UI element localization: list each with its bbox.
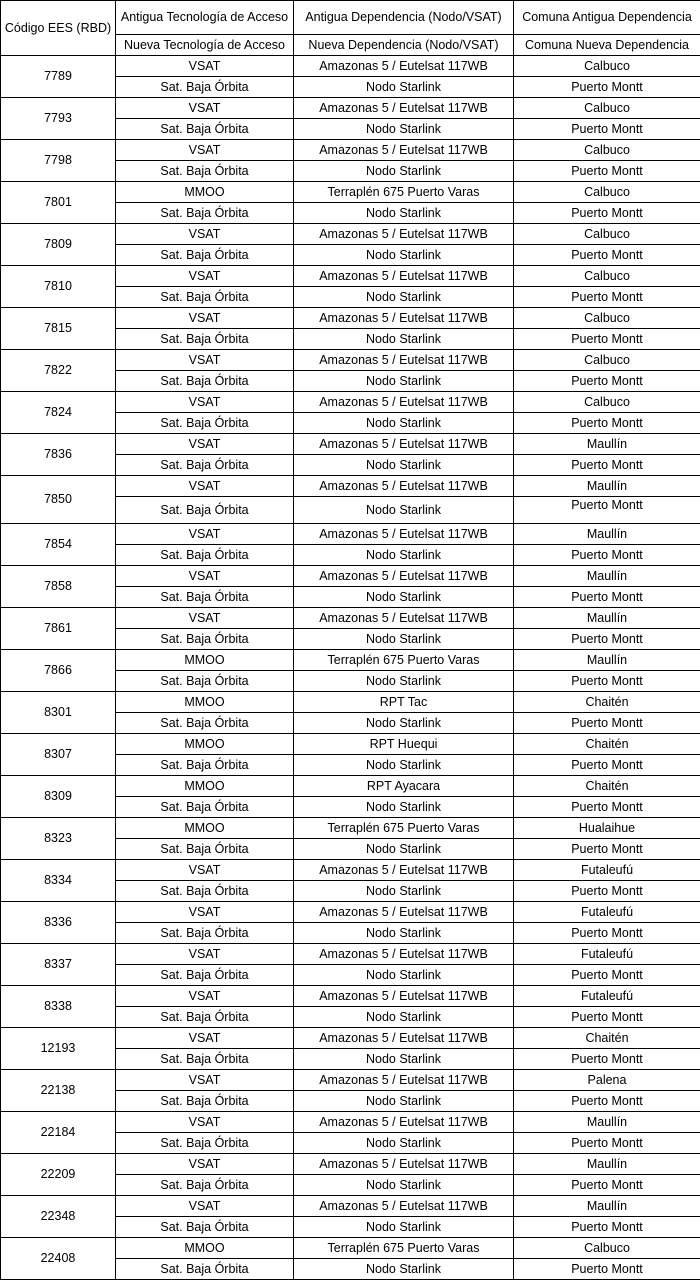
cell-code: 22408 xyxy=(1,1238,116,1280)
header-old-dependency: Antigua Dependencia (Nodo/VSAT) xyxy=(294,1,514,35)
cell-old-comuna: Maullín xyxy=(514,476,700,497)
cell-new-tech: Sat. Baja Órbita xyxy=(116,245,294,266)
cell-code: 22209 xyxy=(1,1154,116,1196)
cell-old-dependency: Amazonas 5 / Eutelsat 117WB xyxy=(294,392,514,413)
cell-code: 7836 xyxy=(1,434,116,476)
cell-new-tech: Sat. Baja Órbita xyxy=(116,839,294,860)
cell-new-tech: Sat. Baja Órbita xyxy=(116,371,294,392)
header-code: Código EES (RBD) xyxy=(1,1,116,56)
cell-old-dependency: Amazonas 5 / Eutelsat 117WB xyxy=(294,56,514,77)
table-row-old xyxy=(1,182,700,203)
cell-old-comuna: Futaleufú xyxy=(514,902,700,923)
cell-old-dependency: Amazonas 5 / Eutelsat 117WB xyxy=(294,1028,514,1049)
cell-old-dependency: Amazonas 5 / Eutelsat 117WB xyxy=(294,1112,514,1133)
table-row-old xyxy=(1,1028,700,1049)
cell-new-dependency: Nodo Starlink xyxy=(294,161,514,182)
cell-old-comuna: Chaitén xyxy=(514,1028,700,1049)
cell-new-tech: Sat. Baja Órbita xyxy=(116,881,294,902)
cell-old-tech: VSAT xyxy=(116,224,294,245)
header-new-dependency: Nueva Dependencia (Nodo/VSAT) xyxy=(294,35,514,56)
cell-new-tech: Sat. Baja Órbita xyxy=(116,1175,294,1196)
cell-old-comuna: Chaitén xyxy=(514,692,700,713)
cell-code: 8334 xyxy=(1,860,116,902)
cell-old-tech: VSAT xyxy=(116,1196,294,1217)
cell-old-dependency: Amazonas 5 / Eutelsat 117WB xyxy=(294,1070,514,1091)
cell-old-dependency: Amazonas 5 / Eutelsat 117WB xyxy=(294,860,514,881)
cell-new-tech: Sat. Baja Órbita xyxy=(116,413,294,434)
cell-old-comuna: Calbuco xyxy=(514,98,700,119)
cell-new-comuna: Puerto Montt xyxy=(514,371,700,392)
table-row-old xyxy=(1,818,700,839)
cell-code: 7822 xyxy=(1,350,116,392)
cell-old-dependency: Amazonas 5 / Eutelsat 117WB xyxy=(294,902,514,923)
cell-new-dependency: Nodo Starlink xyxy=(294,839,514,860)
cell-new-dependency: Nodo Starlink xyxy=(294,1217,514,1238)
cell-old-dependency: RPT Ayacara xyxy=(294,776,514,797)
cell-new-dependency: Nodo Starlink xyxy=(294,329,514,350)
table-row-old xyxy=(1,392,700,413)
table-row-old xyxy=(1,776,700,797)
table-body xyxy=(1,1,700,1280)
cell-new-tech: Sat. Baja Órbita xyxy=(116,629,294,650)
table-row-old xyxy=(1,860,700,881)
cell-old-comuna: Maullín xyxy=(514,566,700,587)
table-row-old xyxy=(1,1070,700,1091)
cell-old-tech: VSAT xyxy=(116,524,294,545)
cell-new-dependency: Nodo Starlink xyxy=(294,1133,514,1154)
cell-new-dependency: Nodo Starlink xyxy=(294,671,514,692)
cell-old-comuna: Maullín xyxy=(514,608,700,629)
cell-old-dependency: Terraplén 675 Puerto Varas xyxy=(294,182,514,203)
header-old-comuna: Comuna Antigua Dependencia xyxy=(514,1,700,35)
cell-old-dependency: Amazonas 5 / Eutelsat 117WB xyxy=(294,308,514,329)
cell-old-dependency: Amazonas 5 / Eutelsat 117WB xyxy=(294,524,514,545)
cell-new-tech: Sat. Baja Órbita xyxy=(116,587,294,608)
table-row-old xyxy=(1,650,700,671)
cell-code: 22184 xyxy=(1,1112,116,1154)
cell-old-tech: VSAT xyxy=(116,1154,294,1175)
header-new-comuna: Comuna Nueva Dependencia xyxy=(514,35,700,56)
cell-new-dependency: Nodo Starlink xyxy=(294,1049,514,1070)
cell-old-dependency: Amazonas 5 / Eutelsat 117WB xyxy=(294,1154,514,1175)
cell-new-dependency: Nodo Starlink xyxy=(294,629,514,650)
cell-new-comuna: Puerto Montt xyxy=(514,1049,700,1070)
table-row-old xyxy=(1,734,700,755)
cell-new-tech: Sat. Baja Órbita xyxy=(116,161,294,182)
cell-old-dependency: Amazonas 5 / Eutelsat 117WB xyxy=(294,350,514,371)
cell-old-tech: VSAT xyxy=(116,1070,294,1091)
cell-new-comuna: Puerto Montt xyxy=(514,923,700,944)
cell-old-comuna: Calbuco xyxy=(514,1238,700,1259)
cell-new-comuna: Puerto Montt xyxy=(514,545,700,566)
cell-new-comuna: Puerto Montt xyxy=(514,1007,700,1028)
header-row-old xyxy=(1,1,700,35)
cell-new-comuna: Puerto Montt xyxy=(514,329,700,350)
cell-new-tech: Sat. Baja Órbita xyxy=(116,203,294,224)
cell-new-tech: Sat. Baja Órbita xyxy=(116,119,294,140)
cell-new-dependency: Nodo Starlink xyxy=(294,1175,514,1196)
table-row-old xyxy=(1,566,700,587)
cell-new-tech: Sat. Baja Órbita xyxy=(116,455,294,476)
cell-old-comuna: Calbuco xyxy=(514,224,700,245)
cell-old-comuna: Palena xyxy=(514,1070,700,1091)
cell-old-tech: MMOO xyxy=(116,692,294,713)
cell-old-tech: VSAT xyxy=(116,56,294,77)
cell-code: 7810 xyxy=(1,266,116,308)
cell-new-dependency: Nodo Starlink xyxy=(294,713,514,734)
cell-old-tech: VSAT xyxy=(116,608,294,629)
cell-old-dependency: Amazonas 5 / Eutelsat 117WB xyxy=(294,434,514,455)
cell-old-tech: MMOO xyxy=(116,650,294,671)
cell-new-comuna: Puerto Montt xyxy=(514,1175,700,1196)
table-row-old xyxy=(1,140,700,161)
cell-code: 7789 xyxy=(1,56,116,98)
cell-old-tech: VSAT xyxy=(116,1028,294,1049)
cell-old-comuna: Calbuco xyxy=(514,56,700,77)
cell-new-comuna: Puerto Montt xyxy=(514,1091,700,1112)
cell-old-dependency: Amazonas 5 / Eutelsat 117WB xyxy=(294,140,514,161)
cell-new-dependency: Nodo Starlink xyxy=(294,371,514,392)
cell-code: 8336 xyxy=(1,902,116,944)
cell-new-comuna: Puerto Montt xyxy=(514,1133,700,1154)
cell-new-comuna: Puerto Montt xyxy=(514,797,700,818)
table-row-old xyxy=(1,524,700,545)
table-row-old xyxy=(1,1238,700,1259)
cell-new-comuna: Puerto Montt xyxy=(514,671,700,692)
cell-new-comuna: Puerto Montt xyxy=(514,455,700,476)
cell-new-comuna: Puerto Montt xyxy=(514,119,700,140)
table-row-old xyxy=(1,308,700,329)
table-row-old xyxy=(1,224,700,245)
cell-new-tech: Sat. Baja Órbita xyxy=(116,1091,294,1112)
cell-old-tech: VSAT xyxy=(116,350,294,371)
cell-new-comuna: Puerto Montt xyxy=(514,839,700,860)
cell-code: 7854 xyxy=(1,524,116,566)
cell-new-comuna: Puerto Montt xyxy=(514,965,700,986)
cell-new-tech: Sat. Baja Órbita xyxy=(116,77,294,98)
cell-new-tech: Sat. Baja Órbita xyxy=(116,1259,294,1280)
cell-new-tech: Sat. Baja Órbita xyxy=(116,1049,294,1070)
cell-new-comuna: Puerto Montt xyxy=(514,287,700,308)
cell-new-comuna: Puerto Montt xyxy=(514,497,700,524)
header-old-tech: Antigua Tecnología de Acceso xyxy=(116,1,294,35)
cell-old-tech: VSAT xyxy=(116,476,294,497)
cell-code: 8338 xyxy=(1,986,116,1028)
cell-new-dependency: Nodo Starlink xyxy=(294,755,514,776)
cell-old-comuna: Calbuco xyxy=(514,266,700,287)
cell-new-dependency: Nodo Starlink xyxy=(294,965,514,986)
table-row-old xyxy=(1,266,700,287)
cell-old-tech: MMOO xyxy=(116,1238,294,1259)
cell-old-comuna: Futaleufú xyxy=(514,944,700,965)
table-row-old xyxy=(1,476,700,497)
cell-code: 8301 xyxy=(1,692,116,734)
cell-new-dependency: Nodo Starlink xyxy=(294,587,514,608)
cell-new-comuna: Puerto Montt xyxy=(514,713,700,734)
cell-old-dependency: Amazonas 5 / Eutelsat 117WB xyxy=(294,98,514,119)
cell-new-tech: Sat. Baja Órbita xyxy=(116,671,294,692)
cell-new-comuna: Puerto Montt xyxy=(514,413,700,434)
cell-old-dependency: Amazonas 5 / Eutelsat 117WB xyxy=(294,224,514,245)
cell-old-tech: VSAT xyxy=(116,566,294,587)
cell-new-tech: Sat. Baja Órbita xyxy=(116,797,294,818)
table-row-old xyxy=(1,1154,700,1175)
cell-old-dependency: Terraplén 675 Puerto Varas xyxy=(294,650,514,671)
header-new-tech: Nueva Tecnología de Acceso xyxy=(116,35,294,56)
cell-old-dependency: Amazonas 5 / Eutelsat 117WB xyxy=(294,944,514,965)
cell-old-tech: VSAT xyxy=(116,308,294,329)
cell-old-dependency: Amazonas 5 / Eutelsat 117WB xyxy=(294,566,514,587)
cell-old-comuna: Calbuco xyxy=(514,140,700,161)
cell-old-tech: VSAT xyxy=(116,986,294,1007)
cell-code: 8309 xyxy=(1,776,116,818)
table-row-old xyxy=(1,692,700,713)
cell-new-tech: Sat. Baja Órbita xyxy=(116,287,294,308)
table-row-old xyxy=(1,1112,700,1133)
cell-new-tech: Sat. Baja Órbita xyxy=(116,329,294,350)
cell-old-dependency: Terraplén 675 Puerto Varas xyxy=(294,1238,514,1259)
cell-code: 22138 xyxy=(1,1070,116,1112)
cell-new-dependency: Nodo Starlink xyxy=(294,287,514,308)
table-row-old xyxy=(1,98,700,119)
cell-new-tech: Sat. Baja Órbita xyxy=(116,923,294,944)
cell-old-dependency: RPT Tac xyxy=(294,692,514,713)
cell-new-tech: Sat. Baja Órbita xyxy=(116,545,294,566)
cell-new-dependency: Nodo Starlink xyxy=(294,413,514,434)
cell-new-comuna: Puerto Montt xyxy=(514,755,700,776)
cell-old-dependency: Amazonas 5 / Eutelsat 117WB xyxy=(294,1196,514,1217)
cell-old-tech: VSAT xyxy=(116,392,294,413)
cell-new-dependency: Nodo Starlink xyxy=(294,1007,514,1028)
cell-old-dependency: Amazonas 5 / Eutelsat 117WB xyxy=(294,986,514,1007)
cell-old-tech: VSAT xyxy=(116,140,294,161)
cell-code: 8307 xyxy=(1,734,116,776)
cell-new-dependency: Nodo Starlink xyxy=(294,923,514,944)
cell-old-tech: MMOO xyxy=(116,734,294,755)
cell-new-dependency: Nodo Starlink xyxy=(294,797,514,818)
cell-new-tech: Sat. Baja Órbita xyxy=(116,1217,294,1238)
cell-new-dependency: Nodo Starlink xyxy=(294,1259,514,1280)
cell-old-comuna: Calbuco xyxy=(514,182,700,203)
cell-new-comuna: Puerto Montt xyxy=(514,77,700,98)
table-row-old xyxy=(1,56,700,77)
cell-old-tech: MMOO xyxy=(116,182,294,203)
cell-new-dependency: Nodo Starlink xyxy=(294,119,514,140)
cell-old-tech: VSAT xyxy=(116,944,294,965)
cell-old-comuna: Maullín xyxy=(514,1154,700,1175)
cell-old-dependency: Amazonas 5 / Eutelsat 117WB xyxy=(294,608,514,629)
table-row-old xyxy=(1,350,700,371)
cell-old-tech: VSAT xyxy=(116,266,294,287)
cell-new-tech: Sat. Baja Órbita xyxy=(116,965,294,986)
cell-new-comuna: Puerto Montt xyxy=(514,1259,700,1280)
cell-new-dependency: Nodo Starlink xyxy=(294,77,514,98)
cell-old-tech: MMOO xyxy=(116,818,294,839)
cell-old-comuna: Maullín xyxy=(514,524,700,545)
cell-old-tech: VSAT xyxy=(116,98,294,119)
cell-new-comuna: Puerto Montt xyxy=(514,245,700,266)
cell-new-tech: Sat. Baja Órbita xyxy=(116,1007,294,1028)
cell-code: 7861 xyxy=(1,608,116,650)
cell-new-dependency: Nodo Starlink xyxy=(294,881,514,902)
cell-new-comuna: Puerto Montt xyxy=(514,587,700,608)
cell-code: 7858 xyxy=(1,566,116,608)
cell-old-tech: VSAT xyxy=(116,902,294,923)
cell-old-comuna: Chaitén xyxy=(514,734,700,755)
cell-old-comuna: Chaitén xyxy=(514,776,700,797)
table-row-old xyxy=(1,986,700,1007)
table-row-old xyxy=(1,944,700,965)
cell-new-tech: Sat. Baja Órbita xyxy=(116,1133,294,1154)
table-row-old xyxy=(1,608,700,629)
table-row-old xyxy=(1,434,700,455)
cell-old-dependency: Amazonas 5 / Eutelsat 117WB xyxy=(294,266,514,287)
cell-code: 7815 xyxy=(1,308,116,350)
cell-old-dependency: Terraplén 675 Puerto Varas xyxy=(294,818,514,839)
cell-new-dependency: Nodo Starlink xyxy=(294,545,514,566)
cell-old-tech: VSAT xyxy=(116,434,294,455)
cell-old-comuna: Calbuco xyxy=(514,350,700,371)
cell-code: 7866 xyxy=(1,650,116,692)
cell-old-dependency: RPT Huequi xyxy=(294,734,514,755)
cell-old-tech: VSAT xyxy=(116,1112,294,1133)
cell-code: 7798 xyxy=(1,140,116,182)
cell-new-dependency: Nodo Starlink xyxy=(294,497,514,524)
table-row-old xyxy=(1,1196,700,1217)
cell-old-tech: MMOO xyxy=(116,776,294,797)
cell-new-dependency: Nodo Starlink xyxy=(294,203,514,224)
cell-new-dependency: Nodo Starlink xyxy=(294,1091,514,1112)
cell-new-dependency: Nodo Starlink xyxy=(294,245,514,266)
cell-code: 7793 xyxy=(1,98,116,140)
cell-code: 8337 xyxy=(1,944,116,986)
cell-old-comuna: Futaleufú xyxy=(514,860,700,881)
cell-code: 12193 xyxy=(1,1028,116,1070)
cell-code: 22348 xyxy=(1,1196,116,1238)
cell-code: 7850 xyxy=(1,476,116,524)
cell-new-comuna: Puerto Montt xyxy=(514,881,700,902)
cell-new-comuna: Puerto Montt xyxy=(514,203,700,224)
cell-new-tech: Sat. Baja Órbita xyxy=(116,713,294,734)
table-row-old xyxy=(1,902,700,923)
cell-code: 7809 xyxy=(1,224,116,266)
cell-new-comuna: Puerto Montt xyxy=(514,1217,700,1238)
cell-new-comuna: Puerto Montt xyxy=(514,161,700,182)
cell-old-comuna: Hualaihue xyxy=(514,818,700,839)
cell-old-comuna: Maullín xyxy=(514,434,700,455)
cell-old-comuna: Maullín xyxy=(514,1112,700,1133)
cell-new-tech: Sat. Baja Órbita xyxy=(116,497,294,524)
cell-code: 7824 xyxy=(1,392,116,434)
cell-old-comuna: Calbuco xyxy=(514,308,700,329)
cell-new-comuna: Puerto Montt xyxy=(514,629,700,650)
cell-old-comuna: Futaleufú xyxy=(514,986,700,1007)
cell-new-tech: Sat. Baja Órbita xyxy=(116,755,294,776)
cell-code: 7801 xyxy=(1,182,116,224)
cell-old-dependency: Amazonas 5 / Eutelsat 117WB xyxy=(294,476,514,497)
cell-old-comuna: Maullín xyxy=(514,1196,700,1217)
cell-old-comuna: Calbuco xyxy=(514,392,700,413)
cell-old-comuna: Maullín xyxy=(514,650,700,671)
cell-code: 8323 xyxy=(1,818,116,860)
cell-new-dependency: Nodo Starlink xyxy=(294,455,514,476)
cell-old-tech: VSAT xyxy=(116,860,294,881)
